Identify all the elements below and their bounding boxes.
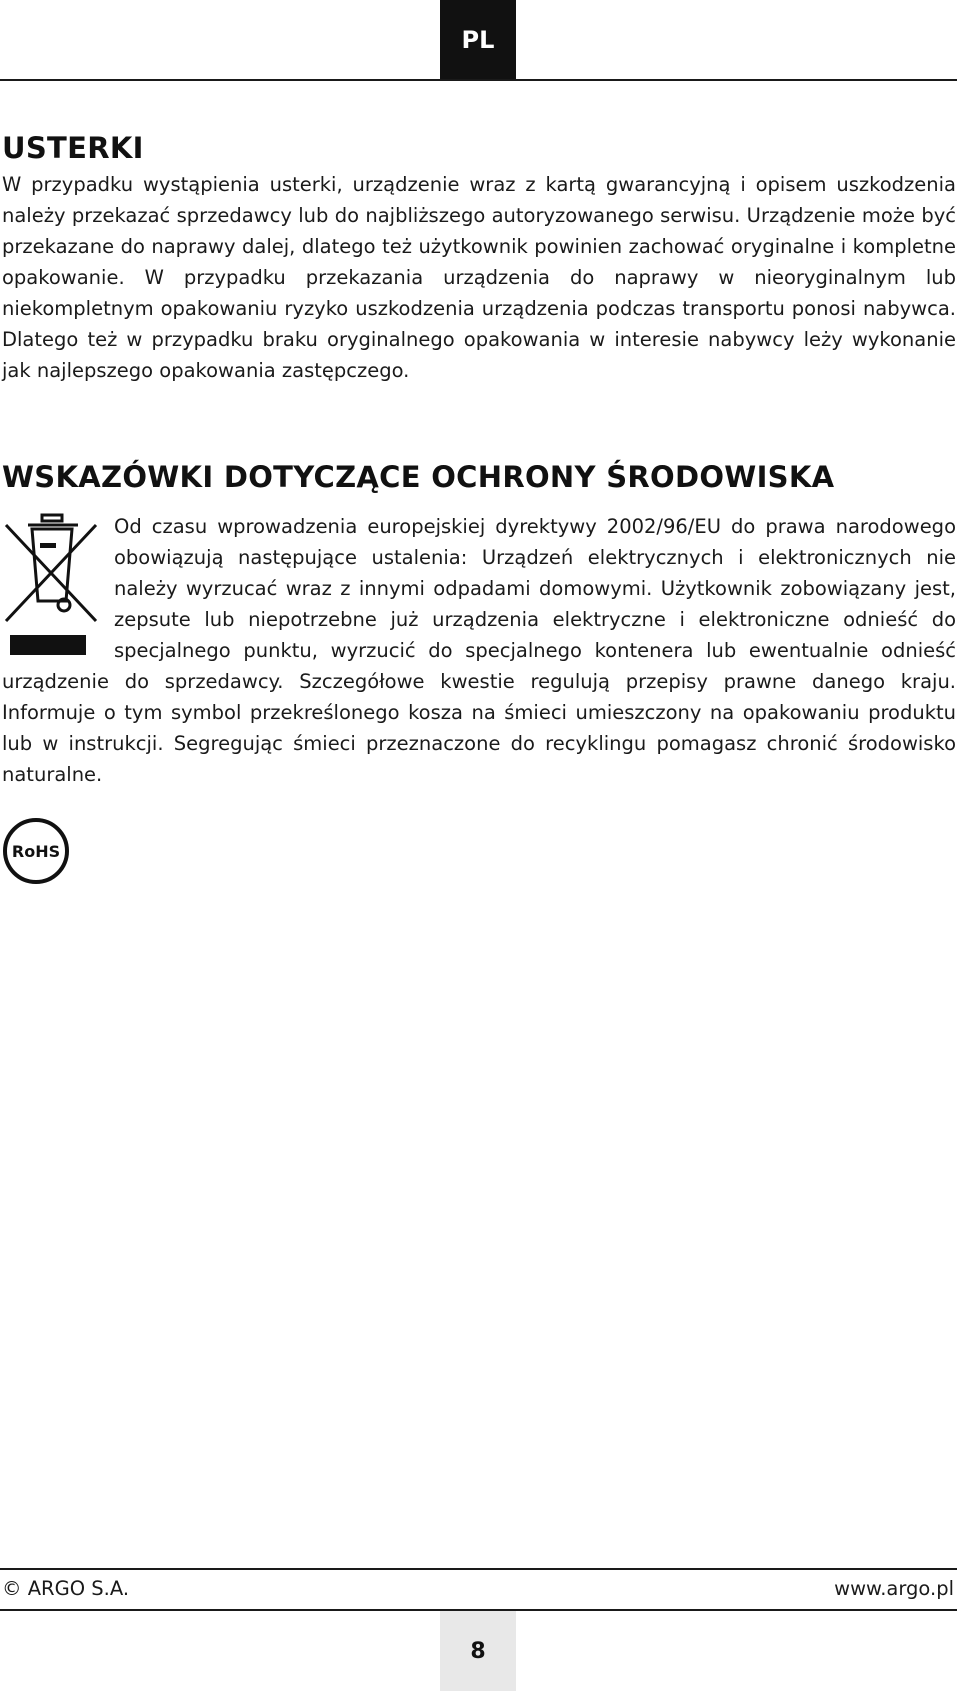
environment-paragraph: Od czasu wprowadzenia europejskiej dyrektywy 2002/96/EU do prawa narodowego obowiązują następujące ustalenia: Urządzeń elektrycznych i elektronicznych nie należy wyrzucać wraz z innymi odpadami domowymi. Użytkownik zobowiązany jest, zepsute lub niepotrzebne już urządzenia elektryczne i elektroniczne odnieść do specjalnego punktu, wyrzucić do specjalnego kontenera lub ewentualnie odnieść urządzenie do sprzedawcy. Szczegółowe kwestie regulują przepisy prawne danego kraju. Informuje o tym symbol przekreślonego kosza na śmieci umieszczony na opakowaniu produktu lub w instrukcji. Segregując śmieci przeznaczone do recyklingu pomagasz chronić środowisko naturalne. (2, 515, 956, 786)
usterki-paragraph: W przypadku wystąpienia usterki, urządzenie wraz z kartą gwarancyjną i opisem uszkodzenia należy przekazać sprzedawcy lub do najbliższego autoryzowanego serwisu. Urządzenie może być przekazane do naprawy dalej, dlatego też użytkownik powinien zachować oryginalne i kompletne opakowanie. W przypadku przekazania urządzenia do naprawy w nieoryginalnym lub niekompletnym opakowaniu ryzyko uszkodzenia urządzenia podczas transportu ponosi nabywca. Dlatego też w przypadku braku oryginalnego opakowania w interesie nabywcy leży wykonanie jak najlepszego opakowania zastępczego. (2, 173, 956, 382)
weee-symbol (2, 509, 112, 659)
usterki-text-block (2, 169, 956, 386)
section-title-environment: WSKAZÓWKI DOTYCZĄCE OCHRONY ŚRODOWISKA (2, 460, 835, 494)
footer-divider-top (0, 1568, 957, 1570)
crossed-out-wheelie-bin-icon (2, 509, 98, 629)
page-number: 8 (440, 1611, 516, 1691)
language-tab: PL (440, 0, 516, 80)
rohs-badge-icon (3, 818, 69, 884)
header-divider (0, 79, 957, 81)
rohs-label: RoHS (11, 841, 61, 861)
footer-website-link[interactable]: www.argo.pl (834, 1577, 954, 1600)
footer-copyright: © ARGO S.A. (2, 1577, 130, 1600)
environment-text-block (2, 511, 956, 790)
weee-underline-bar (10, 635, 86, 655)
section-title-usterki: USTERKI (2, 131, 144, 165)
